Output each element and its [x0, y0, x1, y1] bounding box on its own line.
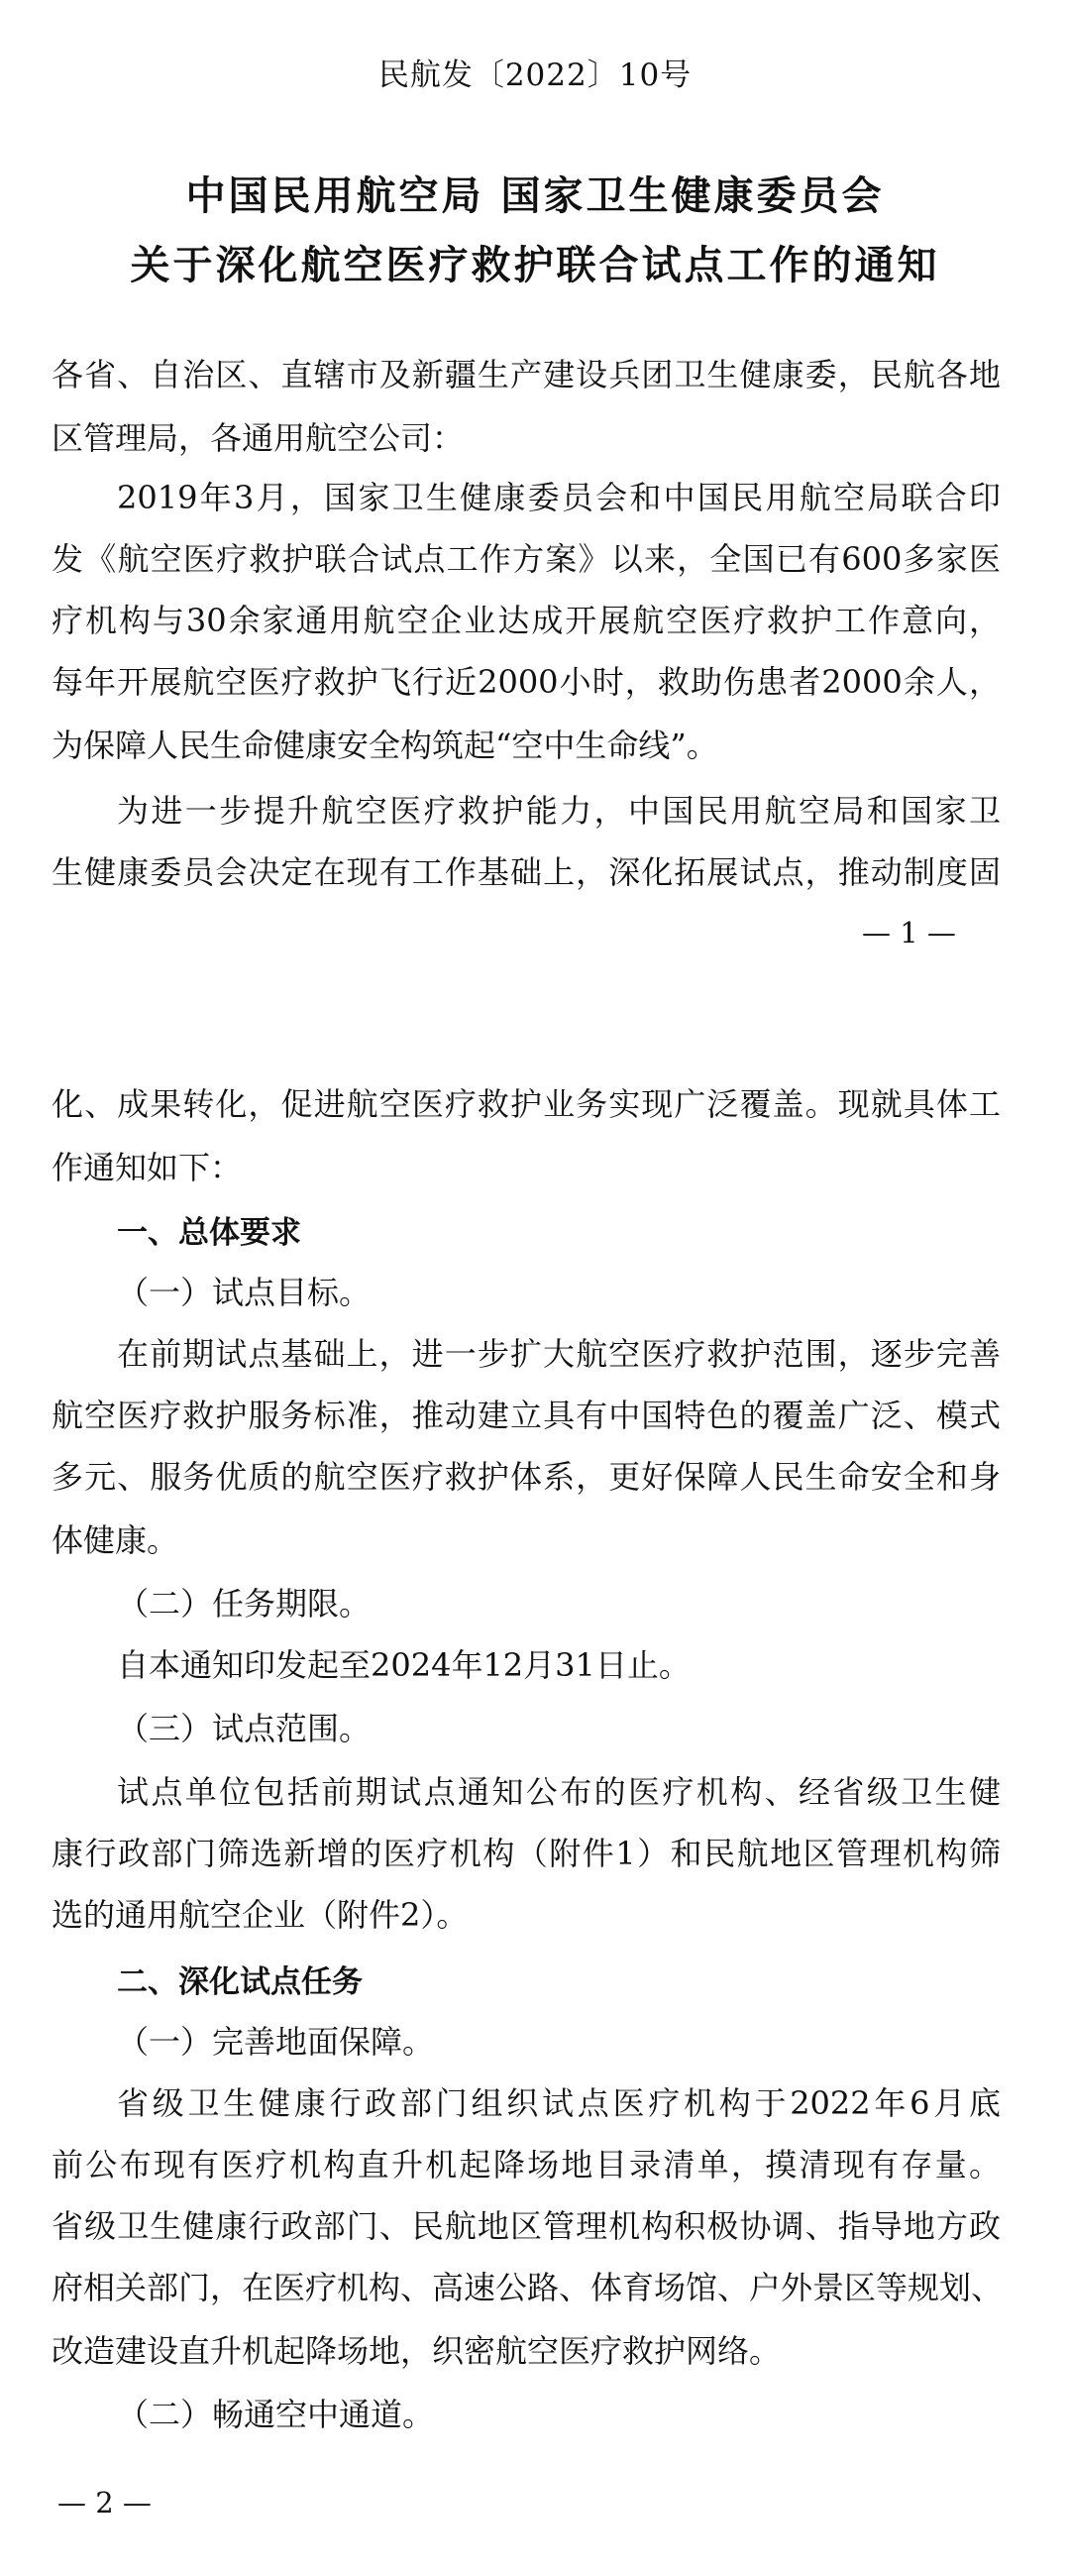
- subsection-heading: （一）试点目标。: [117, 1274, 372, 1311]
- page-number: — 1 —: [862, 916, 956, 950]
- text-line: 化、成果转化，促进航空医疗救护业务实现广泛覆盖。现就具体工: [52, 1085, 1001, 1123]
- section-heading: 一、总体要求: [117, 1215, 301, 1251]
- text-line: 府相关部门，在医疗机构、高速公路、体育场馆、户外景区等规划、: [52, 2269, 1004, 2306]
- subsection-heading: （二）任务期限。: [117, 1585, 372, 1623]
- document-number: 民航发〔2022〕10号: [377, 57, 693, 93]
- text-line: 康行政部门筛选新增的医疗机构（附件1）和民航地区管理机构筛: [52, 1835, 1001, 1872]
- text-line: 区管理局，各通用航空公司：: [52, 419, 465, 457]
- text-line: 各省、自治区、直辖市及新疆生产建设兵团卫生健康委，民航各地: [52, 356, 1001, 393]
- text-line: 改造建设直升机起降场地，织密航空医疗救护网络。: [52, 2332, 782, 2370]
- text-line: 航空医疗救护服务标准，推动建立具有中国特色的覆盖广泛、模式: [52, 1397, 1001, 1434]
- page-number: — 2 —: [57, 2486, 152, 2520]
- text-line: 自本通知印发起至2024年12月31日止。: [117, 1646, 691, 1684]
- text-line: 作通知如下：: [52, 1149, 243, 1186]
- text-line: 试点单位包括前期试点通知公布的医疗机构、经省级卫生健: [117, 1773, 1001, 1811]
- title-line-1: 中国民用航空局 国家卫生健康委员会: [185, 173, 885, 219]
- text-line: 体健康。: [52, 1521, 179, 1559]
- text-line: 前公布现有医疗机构直升机起降场地目录清单，摸清现有存量。: [52, 2146, 1001, 2184]
- text-line: 为进一步提升航空医疗救护能力，中国民用航空局和国家卫: [117, 792, 1001, 830]
- text-line: 为保障人民生命健康安全构筑起“空中生命线”。: [52, 727, 718, 764]
- section-heading: 二、深化试点任务: [117, 1964, 363, 2000]
- text-line: 疗机构与30余家通用航空企业达成开展航空医疗救护工作意向，: [52, 602, 1001, 639]
- text-line: 发《航空医疗救护联合试点工作方案》以来，全国已有600多家医: [52, 540, 1001, 578]
- subsection-heading: （一）完善地面保障。: [117, 2023, 435, 2061]
- title-line-2: 关于深化航空医疗救护联合试点工作的通知: [130, 243, 940, 288]
- text-line: 省级卫生健康行政部门组织试点医疗机构于2022年6月底: [117, 2084, 1001, 2122]
- text-line: 每年开展航空医疗救护飞行近2000小时，救助伤患者2000余人，: [52, 663, 1001, 701]
- text-line: 省级卫生健康行政部门、民航地区管理机构积极协调、指导地方政: [52, 2207, 1001, 2245]
- text-line: 生健康委员会决定在现有工作基础上，深化拓展试点，推动制度固: [52, 853, 1001, 891]
- text-line: 多元、服务优质的航空医疗救护体系，更好保障人民生命安全和身: [52, 1458, 1001, 1496]
- text-line: 在前期试点基础上，进一步扩大航空医疗救护范围，逐步完善: [117, 1335, 1001, 1373]
- text-line: 2019年3月，国家卫生健康委员会和中国民用航空局联合印: [117, 479, 1001, 516]
- subsection-heading: （三）试点范围。: [117, 1710, 372, 1747]
- text-line: 选的通用航空企业（附件2）。: [52, 1896, 469, 1934]
- subsection-heading: （二）畅通空中通道。: [117, 2396, 435, 2433]
